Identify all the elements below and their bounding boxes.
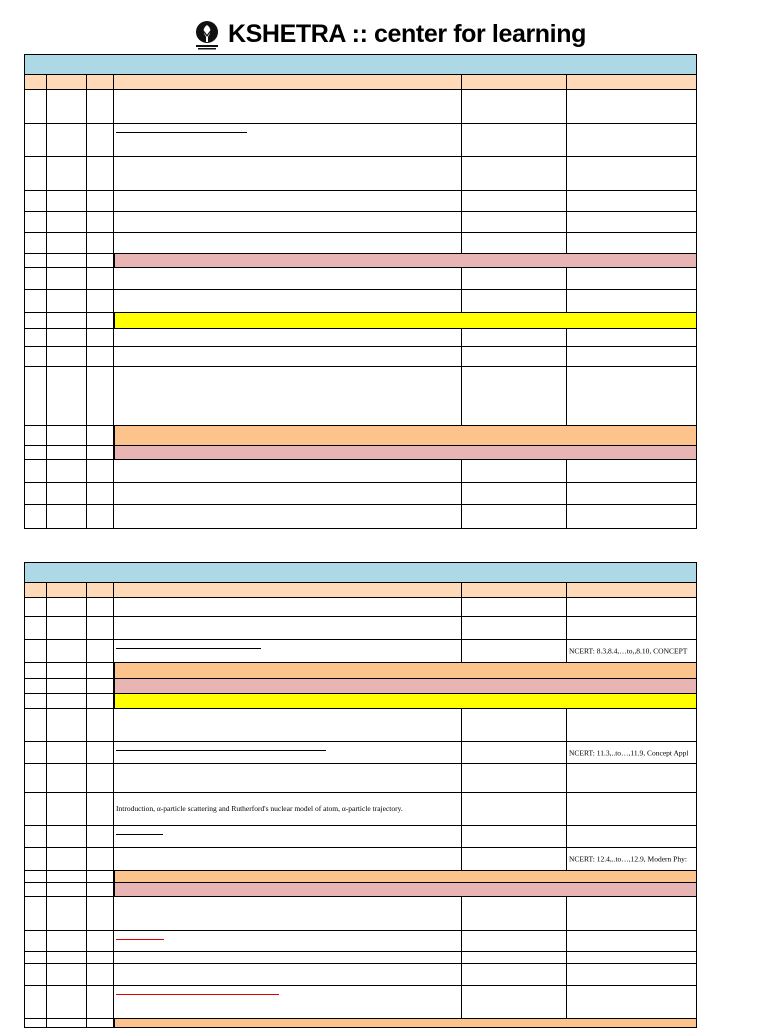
highlight-band-pink [114,679,696,693]
schedule-section-2 [24,562,697,1028]
table-cell [114,764,462,792]
table-cell [87,931,114,951]
table-cell [462,848,567,870]
table-cell [114,742,462,763]
table-cell [25,640,47,662]
highlight-band-orange [114,663,696,678]
table-cell [567,367,698,425]
table-cell [114,191,462,211]
table-row [25,964,696,986]
table-cell [567,931,698,951]
table-row [25,640,696,663]
table-cell [47,124,87,156]
column-header-cell [25,75,47,89]
table-cell [567,124,698,156]
table-cell [87,1019,114,1027]
table-cell [25,598,47,616]
table-cell [567,826,698,847]
table-cell [114,931,462,951]
table-cell [87,663,114,678]
table-cell [87,460,114,482]
table-cell [47,952,87,963]
table-cell [87,742,114,763]
table-cell [87,883,114,896]
topic-text: Introduction, α-particle scattering and Rutherford's nuclear model of atom, α-particle trajectory. [116,804,403,813]
table-cell [47,742,87,763]
table-cell [462,290,567,312]
band-row-pink [25,254,696,268]
column-header-cell [47,583,87,597]
table-row [25,460,696,483]
table-cell [114,709,462,741]
table-cell [87,290,114,312]
table-cell [567,617,698,639]
table-cell [567,233,698,253]
table-cell [25,848,47,870]
table-cell [47,871,87,882]
table-cell [567,848,698,870]
table-cell [567,897,698,930]
table-cell [567,986,698,1018]
table-cell [87,848,114,870]
column-header-cell [567,583,698,597]
table-cell [114,460,462,482]
table-row [25,793,696,826]
table-row [25,483,696,505]
table-cell [25,367,47,425]
table-cell [47,268,87,289]
table-cell [462,709,567,741]
table-cell [567,640,698,662]
highlight-band-pink [114,883,696,896]
table-cell [47,290,87,312]
table-cell [567,290,698,312]
table-cell [114,964,462,985]
highlight-band-orange [114,871,696,882]
table-row [25,290,696,313]
table-cell [25,871,47,882]
table-row [25,90,696,124]
table-cell [47,329,87,346]
reference-text: NCERT: 8.3,8.4,…to,,8.10, CONCEPT [569,646,688,656]
table-row [25,931,696,952]
table-cell [462,742,567,763]
reference-text: NCERT: 12.4,..to…,12.9, Modern Phy: [569,854,687,864]
band-row-pink [25,679,696,694]
column-header-cell [47,75,87,89]
table-cell [114,617,462,639]
table-row [25,268,696,290]
underline [116,750,326,751]
table-cell [114,212,462,232]
table-cell [87,694,114,708]
table-cell [47,212,87,232]
band-row-pink [25,883,696,897]
table-cell [87,124,114,156]
section-title-band [25,563,696,583]
table-cell [87,679,114,693]
band-row-orange [25,871,696,883]
table-row [25,329,696,347]
table-cell [25,952,47,963]
column-header-cell [25,583,47,597]
table-row [25,212,696,233]
underline [116,132,247,133]
table-cell [114,826,462,847]
table-cell [114,897,462,930]
table-cell [87,505,114,528]
table-cell [567,709,698,741]
table-cell [25,826,47,847]
table-cell [25,426,47,445]
table-cell [462,268,567,289]
column-header-cell [87,583,114,597]
table-cell [25,90,47,123]
table-row [25,347,696,367]
table-cell [567,964,698,985]
table-cell [462,640,567,662]
table-cell [25,157,47,190]
table-cell [25,124,47,156]
highlight-band-yellow [114,313,696,328]
table-cell [462,367,567,425]
table-cell [25,233,47,253]
table-cell [25,897,47,930]
band-row-pink [25,446,696,460]
table-cell [87,329,114,346]
underline [116,648,261,649]
table-cell [462,347,567,366]
highlight-band-yellow [114,694,696,708]
table-cell [462,483,567,504]
table-cell [567,598,698,616]
table-cell [25,694,47,708]
table-row [25,709,696,742]
table-cell [462,598,567,616]
table-cell [25,986,47,1018]
table-cell [47,505,87,528]
table-cell [25,793,47,825]
column-header-cell [462,583,567,597]
column-header-cell [114,583,462,597]
table-cell [25,709,47,741]
table-cell [567,483,698,504]
table-cell [47,640,87,662]
table-row [25,848,696,871]
table-cell [47,964,87,985]
band-row-yellow [25,694,696,709]
table-cell [567,347,698,366]
table-cell [87,640,114,662]
table-cell [87,90,114,123]
table-cell [462,329,567,346]
brand-title: KSHETRA :: center for learning [228,20,586,48]
table-cell [87,764,114,792]
table-cell [462,212,567,232]
table-row [25,826,696,848]
table-cell [462,931,567,951]
table-cell [462,233,567,253]
table-cell [462,764,567,792]
schedule-section-1 [24,54,697,529]
highlight-band-pink [114,446,696,459]
table-cell [47,598,87,616]
table-cell [87,897,114,930]
table-cell [47,986,87,1018]
table-cell [25,617,47,639]
table-cell [462,124,567,156]
column-header-row [25,75,696,90]
table-cell [25,329,47,346]
table-cell [567,764,698,792]
table-cell [462,964,567,985]
table-cell [87,483,114,504]
table-row [25,233,696,254]
table-cell [114,640,462,662]
table-cell [87,426,114,445]
table-cell [87,952,114,963]
table-cell [87,157,114,190]
table-cell [87,826,114,847]
table-cell [25,1019,47,1027]
table-cell [47,931,87,951]
table-cell [25,764,47,792]
table-cell [47,367,87,425]
column-header-cell [567,75,698,89]
table-cell [567,742,698,763]
table-cell [25,964,47,985]
table-row [25,617,696,640]
table-cell [47,313,87,328]
table-cell [462,952,567,963]
table-cell [47,617,87,639]
table-cell [87,871,114,882]
table-cell [47,233,87,253]
table-cell [114,290,462,312]
table-cell [567,212,698,232]
table-row [25,986,696,1019]
table-cell [567,793,698,825]
table-cell [47,157,87,190]
band-row-orange [25,1019,696,1027]
table-cell [462,460,567,482]
table-cell [114,848,462,870]
table-cell [47,883,87,896]
band-row-orange [25,426,696,446]
table-cell [25,883,47,896]
table-cell [462,505,567,528]
table-cell [25,663,47,678]
table-row [25,157,696,191]
table-row [25,764,696,793]
table-cell [114,483,462,504]
table-row [25,191,696,212]
table-cell [462,897,567,930]
table-cell [47,254,87,267]
table-cell [87,964,114,985]
table-cell [87,233,114,253]
table-cell [114,793,462,825]
table-cell [25,191,47,211]
table-cell [567,505,698,528]
table-cell [25,460,47,482]
reference-text: NCERT: 11.3,..to…,11.9, Concept Appl [569,748,689,757]
band-row-orange [25,663,696,679]
table-cell [47,848,87,870]
table-cell [87,709,114,741]
table-cell [25,313,47,328]
table-cell [87,986,114,1018]
table-cell [114,952,462,963]
column-header-cell [114,75,462,89]
table-cell [25,268,47,289]
table-cell [567,329,698,346]
table-cell [114,157,462,190]
highlight-band-pink [114,254,696,267]
table-cell [87,367,114,425]
table-cell [114,505,462,528]
table-cell [87,313,114,328]
table-cell [25,742,47,763]
table-cell [25,483,47,504]
table-cell [87,268,114,289]
table-cell [25,446,47,459]
table-cell [114,367,462,425]
table-row [25,124,696,157]
table-cell [114,347,462,366]
table-cell [114,268,462,289]
table-row [25,598,696,617]
highlight-band-orange [114,1019,696,1027]
table-cell [567,90,698,123]
table-cell [25,931,47,951]
page-header [0,18,768,58]
tree-flame-icon [193,20,223,54]
table-cell [87,446,114,459]
table-cell [567,157,698,190]
table-cell [114,233,462,253]
table-row [25,952,696,964]
table-cell [462,986,567,1018]
table-cell [47,347,87,366]
red-underline [116,994,279,995]
column-header-row [25,583,696,598]
table-cell [47,460,87,482]
table-cell [462,157,567,190]
table-cell [87,793,114,825]
table-cell [114,329,462,346]
table-cell [114,124,462,156]
table-cell [47,679,87,693]
table-cell [567,191,698,211]
column-header-cell [462,75,567,89]
table-cell [114,90,462,123]
table-cell [47,1019,87,1027]
table-cell [462,826,567,847]
table-cell [47,663,87,678]
table-row [25,897,696,931]
table-cell [567,460,698,482]
table-cell [25,679,47,693]
table-cell [47,793,87,825]
table-cell [25,212,47,232]
table-row [25,505,696,528]
table-cell [47,483,87,504]
table-cell [47,764,87,792]
table-cell [47,826,87,847]
table-cell [25,254,47,267]
table-cell [87,617,114,639]
table-cell [567,268,698,289]
table-cell [114,986,462,1018]
red-underline [116,939,164,940]
table-cell [462,793,567,825]
table-cell [87,191,114,211]
table-cell [114,598,462,616]
column-header-cell [87,75,114,89]
table-cell [25,505,47,528]
table-cell [87,254,114,267]
table-cell [47,709,87,741]
underline [116,834,163,835]
table-cell [462,191,567,211]
table-cell [47,694,87,708]
table-row [25,367,696,426]
table-cell [47,897,87,930]
table-cell [87,212,114,232]
table-cell [25,290,47,312]
table-cell [87,347,114,366]
table-cell [47,426,87,445]
table-cell [462,617,567,639]
table-cell [47,191,87,211]
table-cell [47,90,87,123]
section-title-band [25,55,696,75]
table-cell [87,598,114,616]
table-cell [567,952,698,963]
table-cell [462,90,567,123]
band-row-yellow [25,313,696,329]
table-cell [25,347,47,366]
table-cell [47,446,87,459]
highlight-band-orange [114,426,696,445]
table-row [25,742,696,764]
